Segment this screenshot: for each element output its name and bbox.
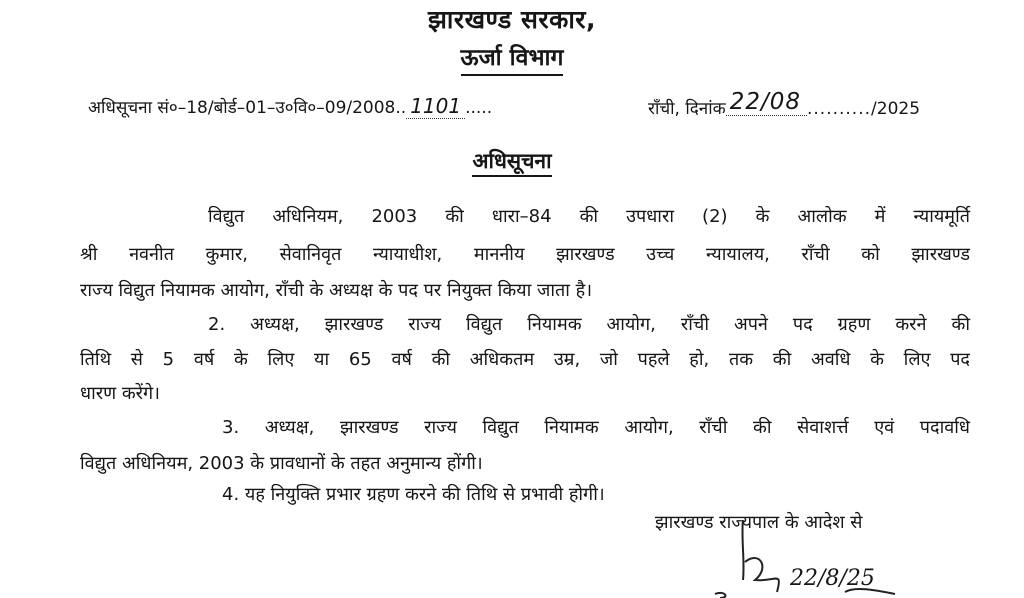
date-year: /2025 <box>871 99 921 119</box>
notification-title-text: अधिसूचना <box>472 149 551 177</box>
paragraph-3-line-1: 3. अध्यक्ष, झारखण्ड राज्य विद्युत नियामक आयोग, राँची की सेवाशर्त्त एवं पदावधि <box>222 417 970 438</box>
paragraph-2-line-1: 2. अध्यक्ष, झारखण्ड राज्य विद्युत नियामक आयोग, राँची अपने पद ग्रहण करने की <box>208 314 970 335</box>
paragraph-1-line-3: राज्य विद्युत नियामक आयोग, राँची के अध्यक्ष के पद पर नियुक्त किया जाता है। <box>80 280 593 301</box>
department-header <box>0 40 1024 72</box>
place-date-label: राँची, दिनांक <box>648 99 726 119</box>
paragraph-4-line-1: 4. यह नियुक्ति प्रभार ग्रहण करने की तिथि से प्रभावी होगी। <box>222 484 605 505</box>
paragraph-2-line-2: तिथि से 5 वर्ष के लिए या 65 वर्ष की अधिकतम उम्र, जो पहले हो, तक की अवधि के लिए पद <box>80 349 970 370</box>
date-handwritten: 22/08 <box>726 89 807 116</box>
date-dots: .......... <box>806 99 872 119</box>
handwritten-initials: 22/8/25 <box>790 566 875 591</box>
paragraph-1-line-1: विद्युत अधिनियम, 2003 की धारा–84 की उपधारा (2) के आलोक में न्यायमूर्ति <box>208 206 970 227</box>
notification-number-handwritten: 1101 <box>406 94 465 119</box>
paragraph-3-line-2: विद्युत अधिनियम, 2003 के प्रावधानों के तहत अनुमान्य होंगी। <box>80 453 483 474</box>
notification-date <box>648 89 921 119</box>
government-header: झारखण्ड सरकार, <box>427 5 597 34</box>
notification-number: अधिसूचना सं०–18/बोर्ड–01–उ०वि०–09/2008.. 1101 ..... <box>88 94 493 118</box>
notification-number-prefix: अधिसूचना सं०–18/बोर्ड–01–उ०वि०–09/2008 <box>88 98 396 118</box>
paragraph-1-line-2: श्री नवनीत कुमार, सेवानिवृत न्यायाधीश, माननीय झारखण्ड उच्च न्यायालय, राँची को झारखण्ड <box>80 244 970 265</box>
paragraph-2-line-3: धारण करेंगे। <box>80 383 160 404</box>
governor-order-line: झारखण्ड राज्यपाल के आदेश से <box>655 512 863 533</box>
department-name: ऊर्जा विभाग <box>461 45 564 76</box>
notification-title <box>0 147 1024 175</box>
